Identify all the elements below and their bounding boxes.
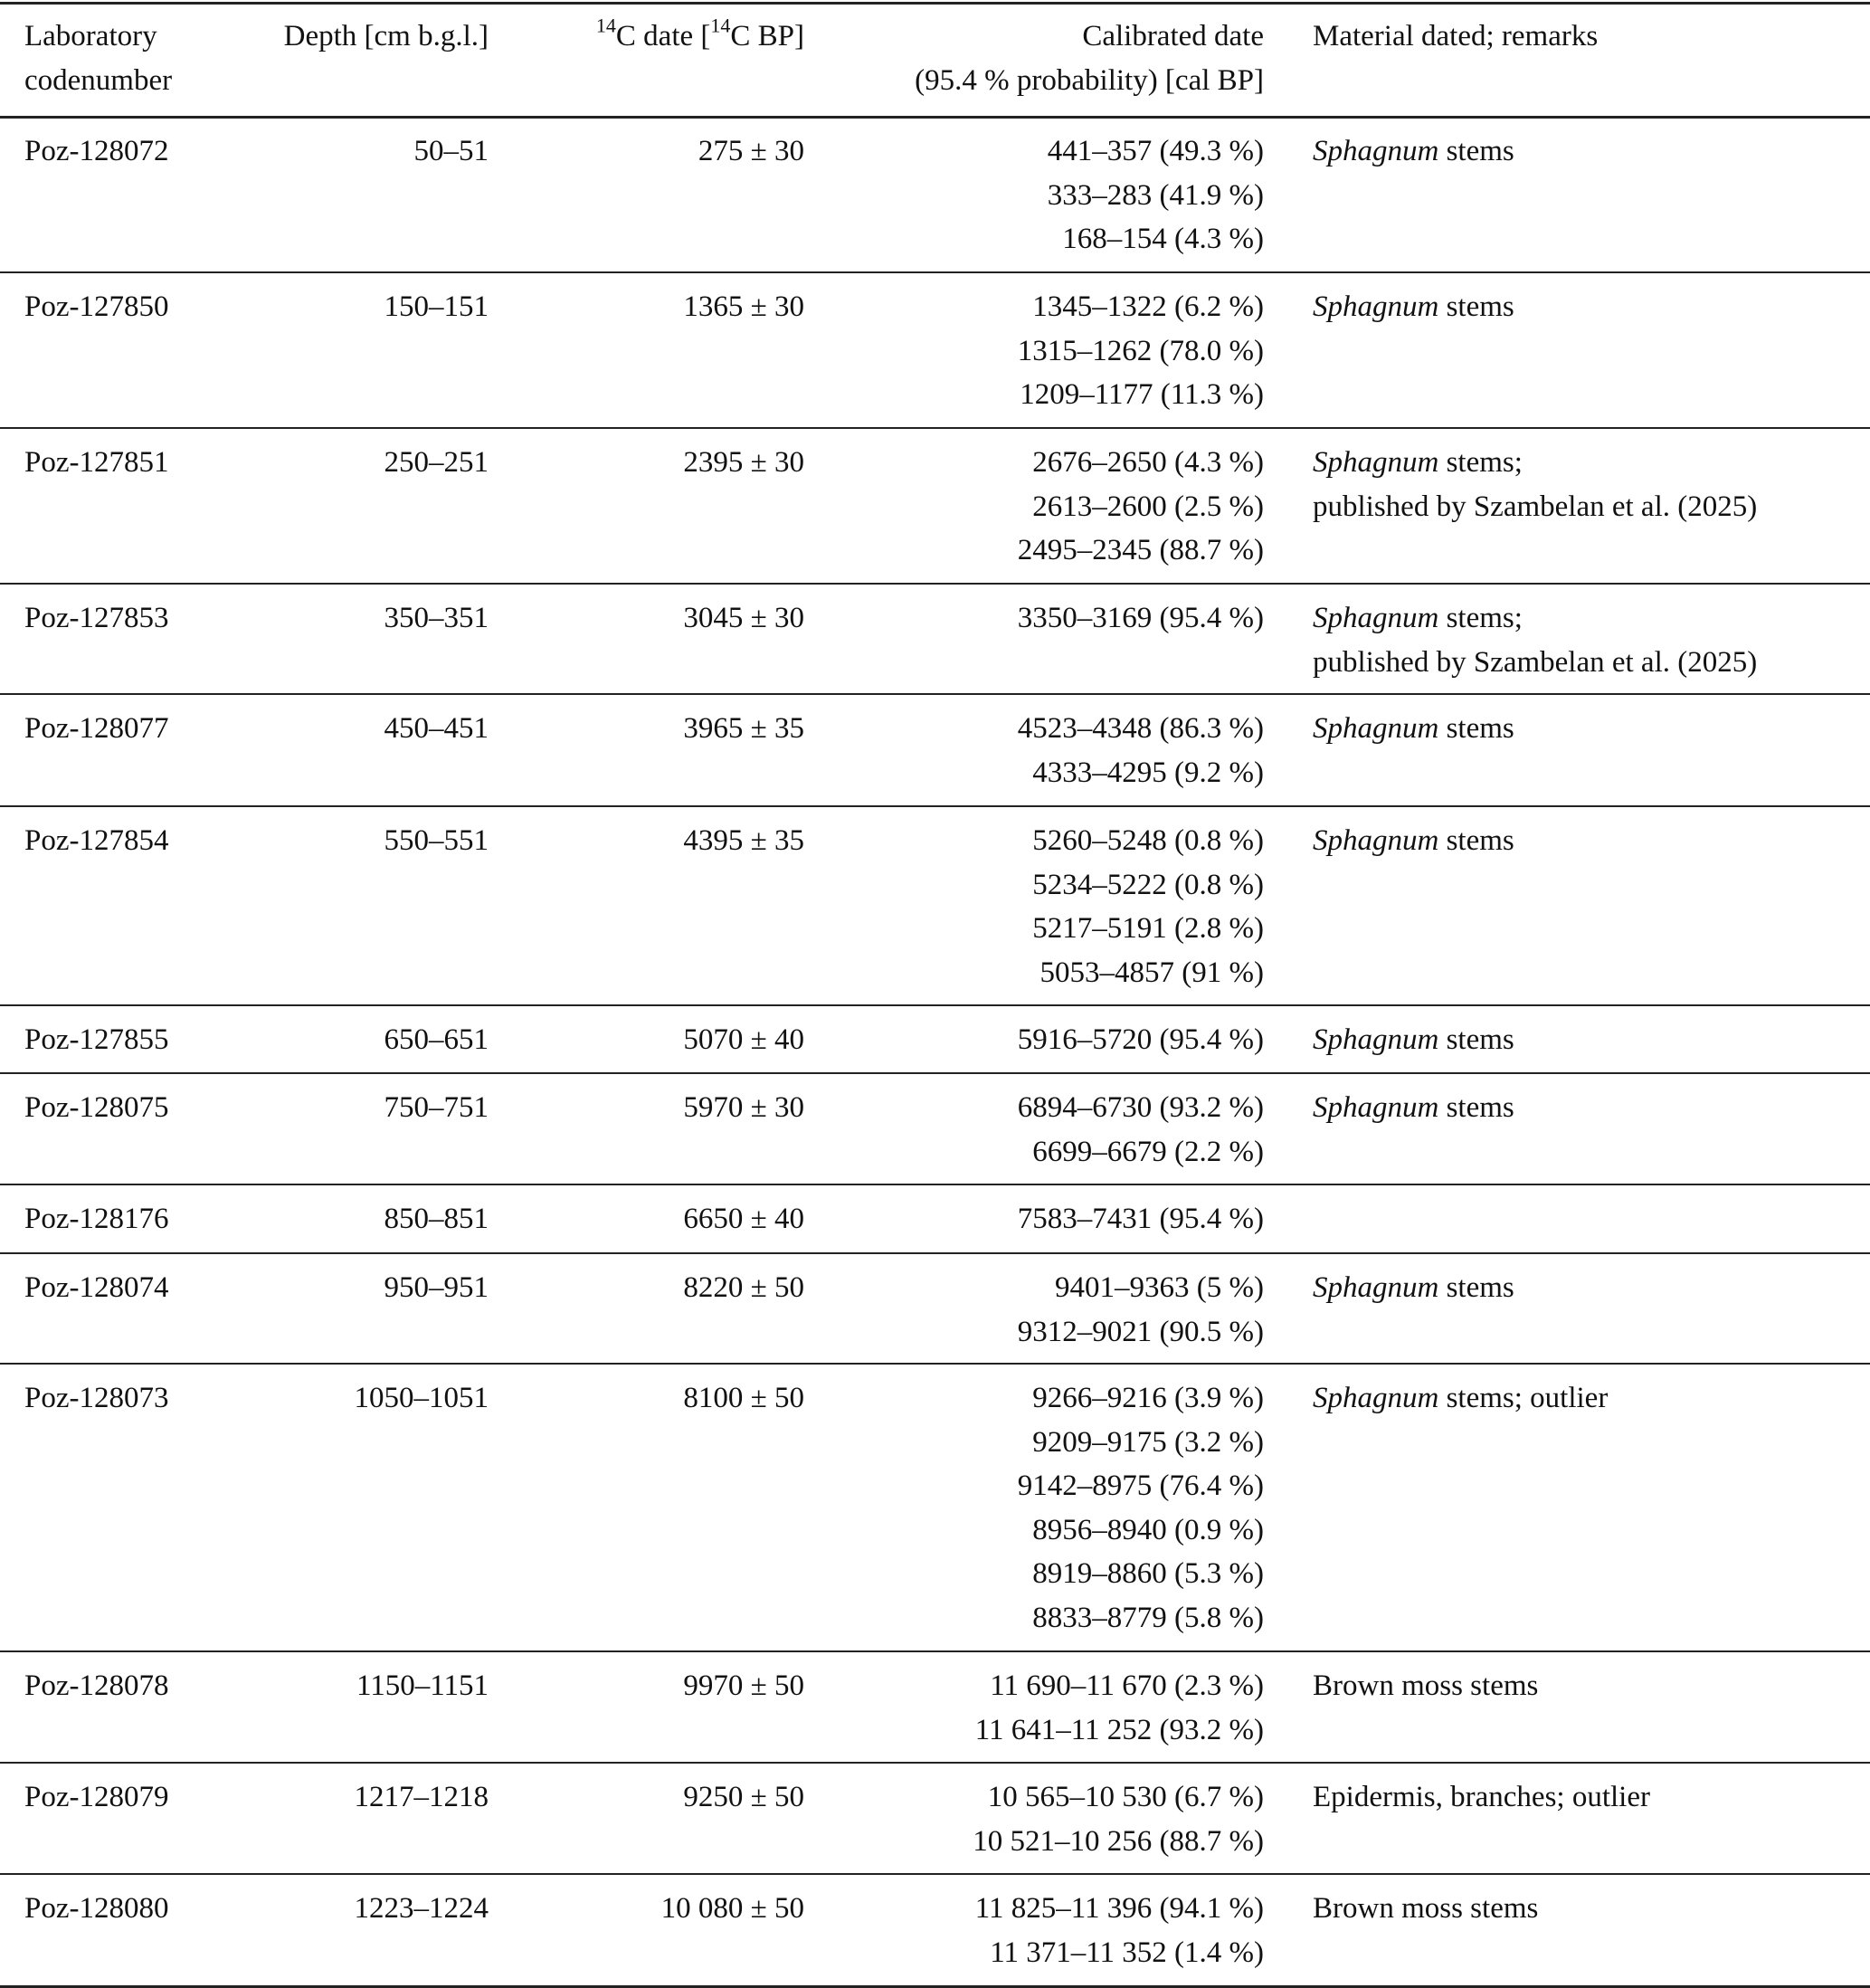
taxon-name: Sphagnum <box>1313 1023 1439 1056</box>
header-material: Material dated; remarks <box>1313 20 1599 52</box>
remark-line <box>1313 1018 1514 1062</box>
c14-date: 9250 ± 50 <box>683 1781 804 1813</box>
row-separator <box>0 1873 1870 1875</box>
remark-line <box>1313 285 1514 329</box>
depth: 550–551 <box>384 824 489 857</box>
calibrated-range: 5916–5720 (95.4 %) <box>1017 1023 1264 1056</box>
calibrated-range: 1345–1322 (6.2 %) <box>1032 290 1264 323</box>
depth: 650–651 <box>384 1023 489 1056</box>
calibrated-range: 11 641–11 252 (93.2 %) <box>974 1713 1264 1746</box>
calibrated-range: 9312–9021 (90.5 %) <box>1017 1315 1264 1348</box>
remark-line <box>1313 596 1757 641</box>
calibrated-range: 8956–8940 (0.9 %) <box>1032 1513 1264 1546</box>
taxon-name: Sphagnum <box>1313 1271 1439 1304</box>
remark-text: stems <box>1438 290 1514 323</box>
calibrated-range: 5217–5191 (2.8 %) <box>1032 912 1264 945</box>
calibrated-range: 9401–9363 (5 %) <box>1055 1271 1264 1304</box>
remark-line <box>1313 641 1757 685</box>
header-c14-end: C BP] <box>730 20 804 52</box>
remark-text: Epidermis, branches; outlier <box>1313 1781 1650 1813</box>
depth: 250–251 <box>384 446 489 479</box>
remark-text: Brown moss stems <box>1313 1669 1539 1702</box>
remark-text: Brown moss stems <box>1313 1892 1539 1925</box>
lab-code: Poz-127850 <box>24 290 169 323</box>
header-c14-mid: C date [ <box>615 20 711 52</box>
c14-date: 4395 ± 35 <box>683 824 804 857</box>
row-separator <box>0 805 1870 807</box>
remark-line <box>1313 1887 1538 1931</box>
calibrated-range: 6699–6679 (2.2 %) <box>1032 1135 1264 1168</box>
row-separator <box>0 583 1870 585</box>
c14-date: 3965 ± 35 <box>683 712 804 745</box>
calibrated-range: 8919–8860 (5.3 %) <box>1032 1557 1264 1590</box>
header-lab-code-line1: Laboratory <box>24 20 157 52</box>
depth: 1223–1224 <box>354 1892 489 1925</box>
c14-date: 3045 ± 30 <box>683 602 804 634</box>
remark-line <box>1313 1664 1538 1708</box>
depth: 1217–1218 <box>354 1781 489 1813</box>
material-remarks <box>1313 285 1514 329</box>
calibrated-date <box>975 1664 1264 1752</box>
calibrated-range: 7583–7431 (95.4 %) <box>1017 1203 1264 1235</box>
c14-date: 9970 ± 50 <box>683 1669 804 1702</box>
header-rule <box>0 116 1870 119</box>
remark-text: stems <box>1438 1023 1514 1056</box>
c14-date: 8100 ± 50 <box>683 1382 804 1414</box>
remark-line <box>1313 1086 1514 1130</box>
depth: 450–451 <box>384 712 489 745</box>
lab-code: Poz-127853 <box>24 602 169 634</box>
taxon-name: Sphagnum <box>1313 1091 1439 1124</box>
calibrated-date <box>1018 707 1264 794</box>
calibrated-date <box>1032 819 1264 994</box>
lab-code: Poz-128072 <box>24 135 169 167</box>
material-remarks <box>1313 1887 1538 1931</box>
lab-code: Poz-127854 <box>24 824 169 857</box>
remark-line <box>1313 129 1514 174</box>
depth: 950–951 <box>384 1271 489 1304</box>
calibrated-range: 4523–4348 (86.3 %) <box>1017 712 1264 745</box>
header-lab-code-line2: codenumber <box>24 63 173 97</box>
material-remarks <box>1313 707 1514 751</box>
lab-code: Poz-128073 <box>24 1382 169 1414</box>
row-separator <box>0 693 1870 695</box>
taxon-name: Sphagnum <box>1313 135 1439 167</box>
calibrated-range: 2676–2650 (4.3 %) <box>1032 446 1264 479</box>
header-c14-date <box>596 14 804 59</box>
row-separator <box>0 1363 1870 1365</box>
lab-code: Poz-127851 <box>24 446 169 479</box>
taxon-name: Sphagnum <box>1313 712 1439 745</box>
remark-text: published by Szambelan et al. (2025) <box>1313 645 1758 679</box>
calibrated-range: 5053–4857 (91 %) <box>1039 956 1264 989</box>
material-remarks <box>1313 1086 1514 1130</box>
calibrated-range: 1209–1177 (11.3 %) <box>1020 378 1264 411</box>
calibrated-range: 9142–8975 (76.4 %) <box>1017 1470 1264 1502</box>
material-remarks <box>1313 441 1757 528</box>
taxon-name: Sphagnum <box>1313 824 1439 857</box>
calibrated-range: 168–154 (4.3 %) <box>1062 223 1264 255</box>
calibrated-range: 9209–9175 (3.2 %) <box>1032 1425 1264 1459</box>
header-c14-sup1: 14 <box>595 14 616 37</box>
remark-text: published by Szambelan et al. (2025) <box>1313 490 1758 523</box>
row-separator <box>0 271 1870 273</box>
calibrated-range: 8833–8779 (5.8 %) <box>1032 1601 1264 1634</box>
material-remarks <box>1313 1376 1608 1421</box>
calibrated-range: 10 565–10 530 (6.7 %) <box>987 1781 1264 1813</box>
header-lab-code <box>24 14 172 102</box>
lab-code: Poz-128080 <box>24 1892 169 1925</box>
remark-line <box>1313 1775 1650 1820</box>
calibrated-date <box>1018 285 1264 417</box>
depth: 1150–1151 <box>356 1669 489 1702</box>
depth: 750–751 <box>384 1091 489 1124</box>
material-remarks <box>1313 1775 1650 1820</box>
calibrated-range: 9266–9216 (3.9 %) <box>1032 1382 1264 1414</box>
material-remarks <box>1313 1018 1514 1062</box>
calibrated-date <box>1018 441 1264 573</box>
header-depth: Depth [cm b.g.l.] <box>283 20 489 52</box>
calibrated-range: 1315–1262 (78.0 %) <box>1017 334 1264 367</box>
c14-date: 5970 ± 30 <box>683 1091 804 1124</box>
c14-date: 6650 ± 40 <box>683 1203 804 1235</box>
header-c14-sup2: 14 <box>710 14 731 37</box>
taxon-name: Sphagnum <box>1313 290 1439 323</box>
calibrated-date <box>1018 596 1264 641</box>
calibrated-date <box>973 1775 1264 1863</box>
remark-text: stems; <box>1438 446 1523 479</box>
remark-line <box>1313 707 1514 751</box>
remark-text: stems <box>1438 824 1514 857</box>
calibrated-range: 3350–3169 (95.4 %) <box>1017 602 1264 634</box>
material-remarks <box>1313 596 1757 684</box>
lab-code: Poz-128077 <box>24 712 169 745</box>
row-separator <box>0 1762 1870 1764</box>
c14-date: 275 ± 30 <box>698 135 804 167</box>
calibrated-range: 10 521–10 256 (88.7 %) <box>973 1824 1264 1858</box>
remark-line <box>1313 819 1514 863</box>
depth: 850–851 <box>384 1203 489 1235</box>
calibrated-range: 11 371–11 352 (1.4 %) <box>990 1936 1264 1969</box>
remark-line <box>1313 1266 1514 1310</box>
lab-code: Poz-128075 <box>24 1091 169 1124</box>
row-separator <box>0 427 1870 429</box>
c14-date: 8220 ± 50 <box>683 1271 804 1304</box>
row-separator <box>0 1650 1870 1652</box>
c14-date: 5070 ± 40 <box>683 1023 804 1056</box>
calibrated-date <box>1018 1197 1264 1241</box>
depth: 350–351 <box>384 602 489 634</box>
depth: 150–151 <box>384 290 489 323</box>
calibrated-date <box>1048 129 1264 262</box>
header-cal-line2: (95.4 % probability) [cal BP] <box>915 63 1264 97</box>
row-separator <box>0 1072 1870 1074</box>
remark-text: stems <box>1438 712 1514 745</box>
calibrated-date <box>1018 1086 1264 1174</box>
depth: 50–51 <box>413 135 489 167</box>
lab-code: Poz-128079 <box>24 1781 169 1813</box>
lab-code: Poz-127855 <box>24 1023 169 1056</box>
remark-line <box>1313 441 1757 485</box>
remark-text: stems; <box>1438 602 1523 634</box>
calibrated-range: 4333–4295 (9.2 %) <box>1032 756 1264 789</box>
calibrated-date <box>1018 1376 1264 1640</box>
remark-text: stems <box>1438 1271 1514 1304</box>
lab-code: Poz-128176 <box>24 1203 169 1235</box>
material-remarks <box>1313 1266 1514 1310</box>
material-remarks <box>1313 1664 1538 1708</box>
row-separator <box>0 1184 1870 1185</box>
taxon-name: Sphagnum <box>1313 602 1439 634</box>
lab-code: Poz-128074 <box>24 1271 169 1304</box>
calibrated-range: 2613–2600 (2.5 %) <box>1032 490 1264 523</box>
depth: 1050–1051 <box>354 1382 489 1414</box>
taxon-name: Sphagnum <box>1313 446 1439 479</box>
material-remarks <box>1313 129 1514 174</box>
row-separator <box>0 1004 1870 1006</box>
taxon-name: Sphagnum <box>1313 1382 1439 1414</box>
c14-date: 10 080 ± 50 <box>660 1892 804 1925</box>
calibrated-range: 5260–5248 (0.8 %) <box>1032 824 1264 857</box>
calibrated-range: 5234–5222 (0.8 %) <box>1032 868 1264 901</box>
lab-code: Poz-128078 <box>24 1669 169 1702</box>
remark-text: stems <box>1438 1091 1514 1124</box>
remark-line <box>1313 485 1757 529</box>
calibrated-range: 2495–2345 (88.7 %) <box>1017 534 1264 566</box>
header-calibrated-date <box>915 14 1264 102</box>
c14-date: 2395 ± 30 <box>683 446 804 479</box>
calibrated-range: 11 825–11 396 (94.1 %) <box>974 1892 1264 1925</box>
remark-line <box>1313 1376 1608 1421</box>
header-cal-line1: Calibrated date <box>1082 20 1264 52</box>
c14-date: 1365 ± 30 <box>683 290 804 323</box>
remark-text: stems <box>1438 135 1514 167</box>
calibrated-range: 333–283 (41.9 %) <box>1047 178 1264 212</box>
calibrated-date <box>975 1887 1264 1974</box>
row-separator <box>0 1252 1870 1254</box>
calibrated-date <box>1018 1018 1264 1062</box>
calibrated-date <box>1018 1266 1264 1354</box>
calibrated-range: 441–357 (49.3 %) <box>1047 135 1264 167</box>
top-rule <box>0 2 1870 5</box>
remark-text: stems; outlier <box>1438 1382 1609 1414</box>
calibrated-range: 6894–6730 (93.2 %) <box>1017 1091 1264 1124</box>
calibrated-range: 11 690–11 670 (2.3 %) <box>990 1669 1264 1702</box>
material-remarks <box>1313 819 1514 863</box>
